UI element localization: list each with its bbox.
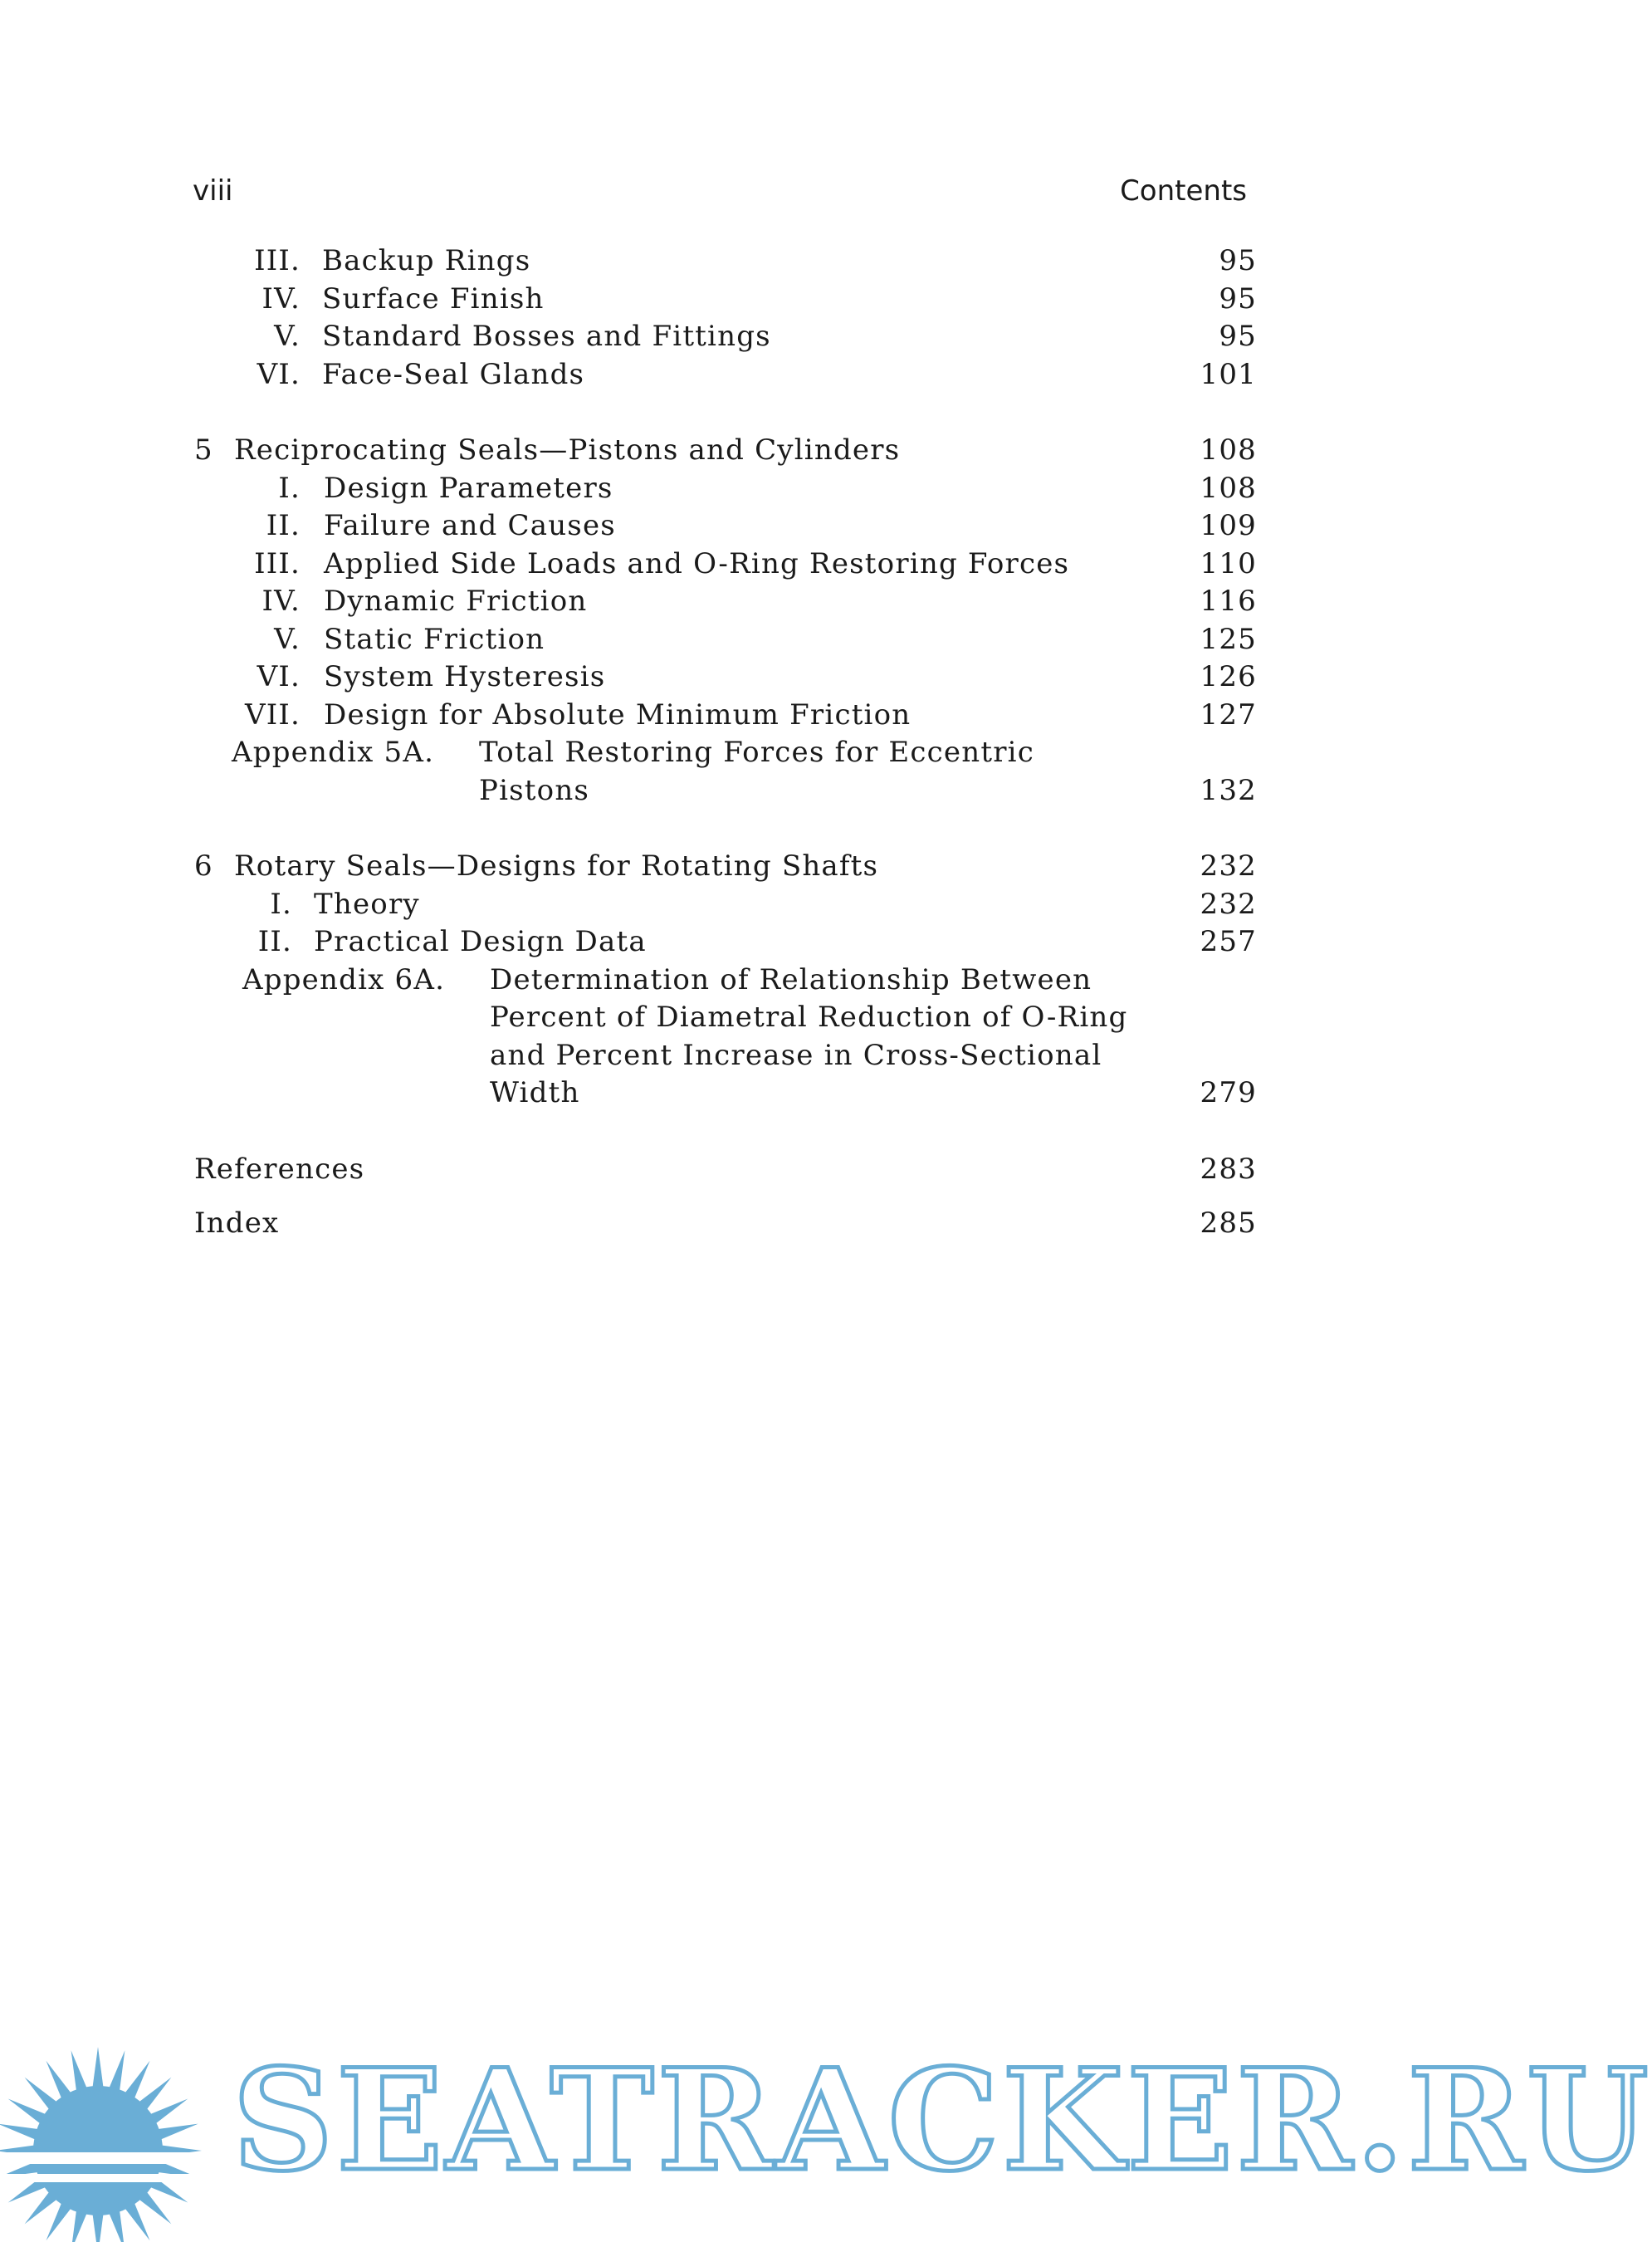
section-number: II. xyxy=(257,925,292,958)
page-number: 108 xyxy=(1200,471,1257,505)
toc-entry[interactable] xyxy=(193,658,1263,697)
section-number: II. xyxy=(266,509,301,542)
sun-ray xyxy=(92,2213,103,2242)
section-number: I. xyxy=(270,887,292,921)
toc-appendix-6a-cont[interactable] xyxy=(193,1074,1263,1113)
table-of-contents xyxy=(193,242,1263,1243)
toc-appendix-6a-cont xyxy=(193,1037,1263,1075)
sun-ray xyxy=(71,2050,88,2092)
page-number: 232 xyxy=(1200,849,1257,883)
running-head-title: Contents xyxy=(1120,174,1247,208)
toc-entry[interactable] xyxy=(193,583,1263,621)
toc-entry[interactable] xyxy=(193,697,1263,735)
section-number: VII. xyxy=(244,698,301,732)
toc-entry[interactable] xyxy=(193,546,1263,584)
section-title: Design for Absolute Minimum Friction xyxy=(324,698,912,732)
page-number: 109 xyxy=(1200,509,1257,542)
sun-ray xyxy=(109,2050,125,2092)
sun-ray xyxy=(0,2124,40,2141)
toc-entry[interactable] xyxy=(193,281,1263,319)
backmatter-title: References xyxy=(194,1152,365,1186)
page-number: 101 xyxy=(1200,357,1257,391)
backmatter-title: Index xyxy=(194,1207,280,1240)
sunburst-logo-icon xyxy=(0,2026,241,2242)
section-title: Face-Seal Glands xyxy=(322,357,585,391)
chapter-number: 6 xyxy=(194,849,213,883)
appendix-label: Appendix 6A. xyxy=(242,962,446,996)
sun-disc xyxy=(33,2086,163,2215)
appendix-title-line: Width xyxy=(490,1076,580,1109)
appendix-title-line: and Percent Increase in Cross-Sectional xyxy=(490,1038,1102,1072)
page-number: 95 xyxy=(1219,281,1257,316)
toc-appendix-6a-cont xyxy=(193,999,1263,1037)
sun-ray xyxy=(92,2047,103,2088)
toc-appendix-6a[interactable] xyxy=(193,962,1263,1000)
page-number: 279 xyxy=(1200,1076,1257,1109)
section-title: Theory xyxy=(314,887,420,921)
section-number: VI. xyxy=(257,357,301,391)
toc-entry[interactable] xyxy=(193,356,1263,394)
page-number: 95 xyxy=(1219,244,1257,277)
page-number: 283 xyxy=(1200,1152,1257,1186)
toc-entry[interactable] xyxy=(193,621,1263,659)
appendix-title-line: Percent of Diametral Reduction of O-Ring xyxy=(490,1001,1128,1034)
chapter-title: Reciprocating Seals—Pistons and Cylinders xyxy=(234,433,901,467)
page-number: 108 xyxy=(1200,433,1257,467)
section-title: Design Parameters xyxy=(324,471,613,505)
section-number: I. xyxy=(278,471,301,505)
section-title: System Hysteresis xyxy=(324,660,606,693)
chapter-title: Rotary Seals—Designs for Rotating Shafts xyxy=(234,849,879,883)
toc-entry[interactable] xyxy=(193,507,1263,546)
watermark xyxy=(0,2026,1652,2242)
toc-index[interactable] xyxy=(193,1205,1263,1243)
appendix-title-line: Total Restoring Forces for Eccentric xyxy=(479,736,1034,769)
toc-entry[interactable] xyxy=(193,242,1263,281)
section-number: V. xyxy=(274,622,301,656)
section-title: Failure and Causes xyxy=(324,509,616,542)
page-number: 126 xyxy=(1200,660,1257,693)
appendix-title-line: Determination of Relationship Between xyxy=(490,962,1092,996)
running-head xyxy=(193,174,1247,216)
watermark-text: SEATRACKER.RU xyxy=(232,2038,1652,2202)
page-number: 116 xyxy=(1200,585,1257,618)
section-number: V. xyxy=(274,320,301,353)
section-title: Backup Rings xyxy=(322,244,531,277)
toc-appendix-5a[interactable] xyxy=(193,734,1263,772)
toc-entry[interactable] xyxy=(193,318,1263,356)
toc-appendix-5a-cont[interactable] xyxy=(193,772,1263,810)
toc-entry[interactable] xyxy=(193,886,1263,924)
page-number: 232 xyxy=(1200,887,1257,921)
section-number: III. xyxy=(254,546,301,580)
toc-chapter-6[interactable] xyxy=(193,848,1263,886)
page-number: 285 xyxy=(1200,1207,1257,1240)
section-title: Applied Side Loads and O-Ring Restoring Forces xyxy=(324,546,1070,580)
section-title: Dynamic Friction xyxy=(324,585,588,618)
section-number: IV. xyxy=(261,281,301,316)
page-number: 125 xyxy=(1200,622,1257,656)
appendix-title-line: Pistons xyxy=(479,773,590,807)
section-title: Surface Finish xyxy=(322,281,545,316)
section-number: III. xyxy=(254,244,301,277)
toc-entry[interactable] xyxy=(193,923,1263,962)
page-number: 257 xyxy=(1200,925,1257,958)
section-title: Practical Design Data xyxy=(314,925,647,958)
page-number: 95 xyxy=(1219,320,1257,353)
section-title: Standard Bosses and Fittings xyxy=(322,320,771,353)
page-folio: viii xyxy=(193,174,233,208)
appendix-label: Appendix 5A. xyxy=(232,736,435,769)
section-number: IV. xyxy=(261,585,301,618)
page-number: 110 xyxy=(1200,546,1257,580)
page-number: 127 xyxy=(1200,698,1257,732)
section-title: Static Friction xyxy=(324,622,545,656)
toc-chapter-5[interactable] xyxy=(193,432,1263,470)
toc-entry[interactable] xyxy=(193,470,1263,508)
page-number: 132 xyxy=(1200,773,1257,807)
chapter-number: 5 xyxy=(194,433,213,467)
section-number: VI. xyxy=(257,660,301,693)
toc-references[interactable] xyxy=(193,1151,1263,1189)
sun-ray xyxy=(156,2124,198,2141)
